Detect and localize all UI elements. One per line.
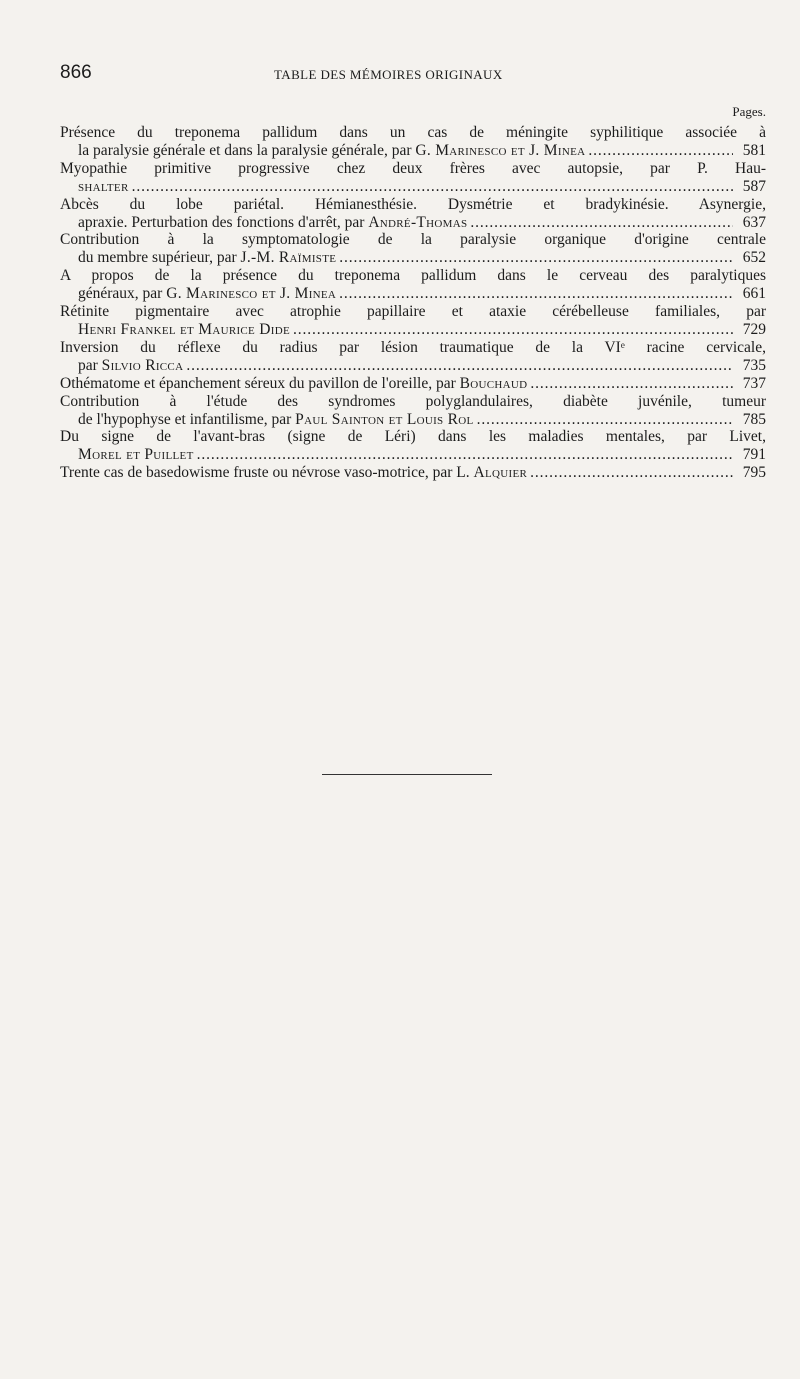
toc-entry-line: Myopathie primitive progressive chez deux frères avec autopsie, par P. Hau- bbox=[60, 159, 766, 177]
toc-entry bbox=[60, 124, 766, 160]
toc-entry-title-text: la paralysie générale et dans la paralysie générale, par bbox=[78, 141, 416, 159]
toc-entry-text bbox=[78, 214, 467, 232]
toc-entry-leader-line bbox=[60, 214, 766, 232]
toc-entry bbox=[60, 267, 766, 303]
toc-entry-title-text: par bbox=[78, 356, 102, 374]
toc-entry-leader-line bbox=[60, 464, 766, 482]
toc-entry-page-number: 795 bbox=[742, 464, 766, 482]
table-of-contents bbox=[60, 124, 766, 482]
toc-entry-leader-line bbox=[60, 411, 766, 429]
dot-leader bbox=[477, 411, 733, 429]
toc-entry-title-text: Othématome et épanchement séreux du pavillon de l'oreille, par bbox=[60, 374, 460, 392]
toc-entry-page-number: 637 bbox=[742, 213, 766, 231]
dot-leader bbox=[197, 446, 733, 464]
toc-entry-title-text: du membre supérieur, par bbox=[78, 249, 241, 267]
toc-entry bbox=[60, 231, 766, 267]
dot-leader bbox=[588, 142, 733, 160]
dot-leader bbox=[186, 357, 733, 375]
toc-entry-page-number: 791 bbox=[742, 446, 766, 464]
dot-leader bbox=[530, 375, 733, 393]
toc-entry-line: Du signe de l'avant-bras (signe de Léri) dans les maladies mentales, par Livet, bbox=[60, 428, 766, 446]
toc-entry bbox=[60, 303, 766, 339]
toc-entry-author: Silvio Ricca bbox=[101, 356, 184, 374]
toc-entry-line: Présence du treponema pallidum dans un cas de méningite syphilitique associée à bbox=[60, 124, 766, 141]
toc-entry-author: J.-M. Raïmiste bbox=[240, 249, 337, 267]
toc-entry-author: Paul Sainton et Louis Rol bbox=[295, 410, 474, 428]
toc-entry-leader-line bbox=[60, 321, 766, 339]
toc-entry bbox=[60, 428, 766, 464]
toc-entry-text bbox=[78, 446, 194, 464]
toc-entry-text bbox=[78, 321, 290, 339]
toc-entry-text bbox=[78, 357, 183, 375]
toc-entry-text bbox=[60, 464, 527, 482]
toc-entry-text bbox=[78, 178, 129, 196]
toc-entry-leader-line bbox=[60, 249, 766, 267]
toc-entry-leader-line bbox=[60, 375, 766, 393]
toc-entry-line: Rétinite pigmentaire avec atrophie papillaire et ataxie cérébelleuse familiales, par bbox=[60, 303, 766, 321]
toc-entry-text bbox=[78, 285, 336, 303]
dot-leader bbox=[293, 321, 733, 339]
toc-entry-author: G. Marinesco et J. Minea bbox=[166, 285, 337, 303]
toc-entry-text bbox=[60, 375, 527, 393]
toc-entry-author: Morel et Puillet bbox=[78, 446, 194, 464]
page-number: 866 bbox=[60, 62, 92, 83]
toc-entry-title-text: apraxie. Perturbation des fonctions d'arrêt, par bbox=[78, 213, 369, 231]
toc-entry-page-number: 652 bbox=[742, 249, 766, 267]
dot-leader bbox=[470, 214, 733, 232]
toc-entry-line: Inversion du réflexe du radius par lésion traumatique de la VIᵉ racine cervicale, bbox=[60, 338, 766, 356]
toc-entry-leader-line bbox=[60, 357, 766, 375]
toc-entry-page-number: 729 bbox=[742, 320, 766, 338]
toc-entry bbox=[60, 375, 766, 393]
toc-entry-author: Alquier bbox=[473, 464, 528, 482]
toc-entry-page-number: 581 bbox=[742, 141, 766, 159]
toc-entry-leader-line bbox=[60, 285, 766, 303]
toc-entry-title-text: généraux, par bbox=[78, 285, 167, 303]
toc-entry-leader-line bbox=[60, 178, 766, 196]
toc-entry-line: A propos de la présence du treponema pallidum dans le cerveau des paralytiques bbox=[60, 267, 766, 285]
toc-entry bbox=[60, 393, 766, 429]
section-divider bbox=[322, 774, 492, 775]
pages-column-label: Pages. bbox=[732, 104, 766, 119]
toc-entry-author: shalter bbox=[78, 177, 129, 195]
toc-entry-page-number: 735 bbox=[742, 356, 766, 374]
dot-leader bbox=[339, 249, 733, 267]
toc-entry-author: Bouchaud bbox=[459, 374, 528, 392]
toc-entry-page-number: 587 bbox=[742, 177, 766, 195]
toc-entry-page-number: 661 bbox=[742, 285, 766, 303]
toc-entry-text bbox=[78, 249, 336, 267]
toc-entry-title-text: de l'hypophyse et infantilisme, par bbox=[78, 410, 296, 428]
dot-leader bbox=[530, 464, 733, 482]
toc-entry-text bbox=[78, 142, 585, 160]
toc-entry bbox=[60, 339, 766, 375]
toc-entry-page-number: 785 bbox=[742, 410, 766, 428]
toc-entry-page-number: 737 bbox=[742, 374, 766, 392]
toc-entry-leader-line bbox=[60, 142, 766, 160]
toc-entry bbox=[60, 160, 766, 196]
page-header bbox=[60, 62, 766, 88]
toc-entry bbox=[60, 464, 766, 482]
toc-entry-line: Abcès du lobe pariétal. Hémianesthésie. Dysmétrie et bradykinésie. Asynergie, bbox=[60, 195, 766, 213]
dot-leader bbox=[339, 285, 733, 303]
toc-entry-text bbox=[78, 411, 474, 429]
toc-entry-leader-line bbox=[60, 446, 766, 464]
toc-entry-author: G. Marinesco et J. Minea bbox=[415, 141, 586, 159]
toc-entry-line: Contribution à la symptomatologie de la paralysie organique d'origine centrale bbox=[60, 231, 766, 249]
running-title: TABLE DES MÉMOIRES ORIGINAUX bbox=[274, 67, 503, 82]
toc-entry-title-text: Trente cas de basedowisme fruste ou névrose vaso-motrice, par L. bbox=[60, 464, 474, 482]
dot-leader bbox=[132, 178, 733, 196]
toc-entry-author: André-Thomas bbox=[368, 213, 468, 231]
toc-entry-author: Henri Frankel et Maurice Dide bbox=[78, 320, 290, 338]
toc-entry-line: Contribution à l'étude des syndromes polyglandulaires, diabète juvénile, tumeur bbox=[60, 392, 766, 410]
toc-entry bbox=[60, 196, 766, 232]
